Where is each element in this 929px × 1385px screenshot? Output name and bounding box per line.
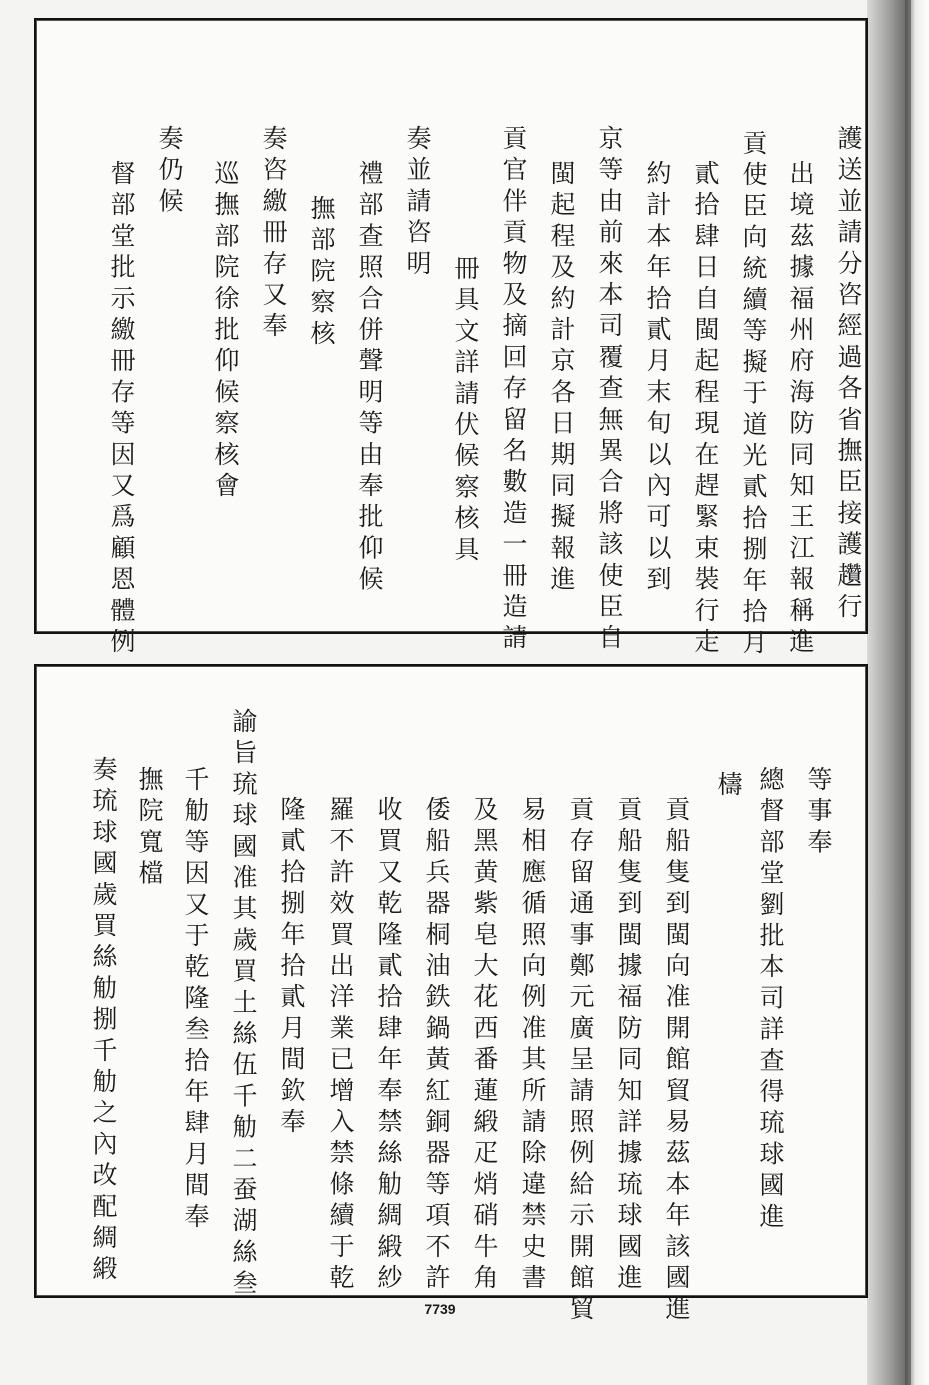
text-column: 貢使臣向統續等擬于道光貳拾捌年拾月 bbox=[739, 130, 768, 661]
page-number: 7739 bbox=[424, 1301, 456, 1317]
text-column: 及黑黄紫皂大花西番蓮緞疋焇硝牛角 bbox=[470, 796, 499, 1296]
text-column: 奏仍候 bbox=[155, 125, 184, 219]
text-column: 諭旨琉球國准其歲買土絲伍千觔二蚕湖絲叁 bbox=[229, 708, 258, 1301]
text-column: 收買又乾隆貳拾肆年奉禁絲觔綢緞紗 bbox=[374, 796, 403, 1296]
text-column: 閩起程及約計京各日期同擬報進 bbox=[547, 160, 576, 597]
text-column: 貳拾肆日自閩起程現在趕緊束裝行走 bbox=[691, 160, 720, 660]
text-column: 奏咨繳冊存又奉 bbox=[259, 125, 288, 344]
text-column: 撫院寬檔 bbox=[135, 766, 164, 891]
text-column: 等事奉 bbox=[804, 766, 833, 860]
text-column: 出境茲據福州府海防同知王江報稱進 bbox=[786, 160, 815, 660]
text-column: 千觔等因又于乾隆叁拾年肆月間奉 bbox=[181, 766, 210, 1234]
text-column: 冊具文詳請伏候察核具 bbox=[451, 255, 480, 567]
text-column: 檮 bbox=[714, 771, 743, 803]
text-column: 貢官伴貢物及摘回存留名數造一冊造請 bbox=[499, 125, 528, 656]
book-spine-shadow bbox=[867, 0, 929, 1385]
text-column: 總督部堂劉批本司詳查得琉球國進 bbox=[756, 766, 785, 1234]
text-column: 京等由前來本司覆查無異合將該使臣自 bbox=[595, 125, 624, 656]
top-document-panel bbox=[34, 18, 868, 661]
text-column: 巡撫部院徐批仰候察核會 bbox=[211, 160, 240, 504]
text-column: 貢船隻到閩據福防同知詳據琉球國進 bbox=[614, 796, 643, 1296]
book-spine-edge bbox=[905, 0, 911, 1385]
text-column: 撫部院察核 bbox=[307, 195, 336, 351]
text-column: 約計本年拾貳月末旬以內可以到 bbox=[643, 160, 672, 597]
text-column: 貢船隻到閩向准開館貿易茲本年該國進 bbox=[662, 796, 691, 1327]
text-column: 羅不許效買出洋業已增入禁條續于乾 bbox=[326, 796, 355, 1296]
text-column: 隆貳拾捌年拾貳月間欽奉 bbox=[277, 796, 306, 1140]
text-column: 倭船兵器桐油鉄鍋黃紅銅器等項不許 bbox=[422, 796, 451, 1296]
text-column: 奏並請咨明 bbox=[403, 125, 432, 281]
text-column: 督部堂批示繳冊存等因又爲顧恩體例 bbox=[107, 160, 136, 660]
text-column: 易相應循照向例准其所請除違禁史書 bbox=[518, 796, 547, 1296]
text-column: 貢存留通事鄭元廣呈請照例給示開館貿 bbox=[566, 796, 595, 1327]
text-column: 奏琉球國歲買絲觔捌千觔之內改配綢緞 bbox=[89, 756, 118, 1287]
text-column: 護送並請分咨經過各省撫臣接護趲行 bbox=[834, 125, 863, 625]
text-column: 禮部查照合併聲明等由奉批仰候 bbox=[355, 160, 384, 597]
